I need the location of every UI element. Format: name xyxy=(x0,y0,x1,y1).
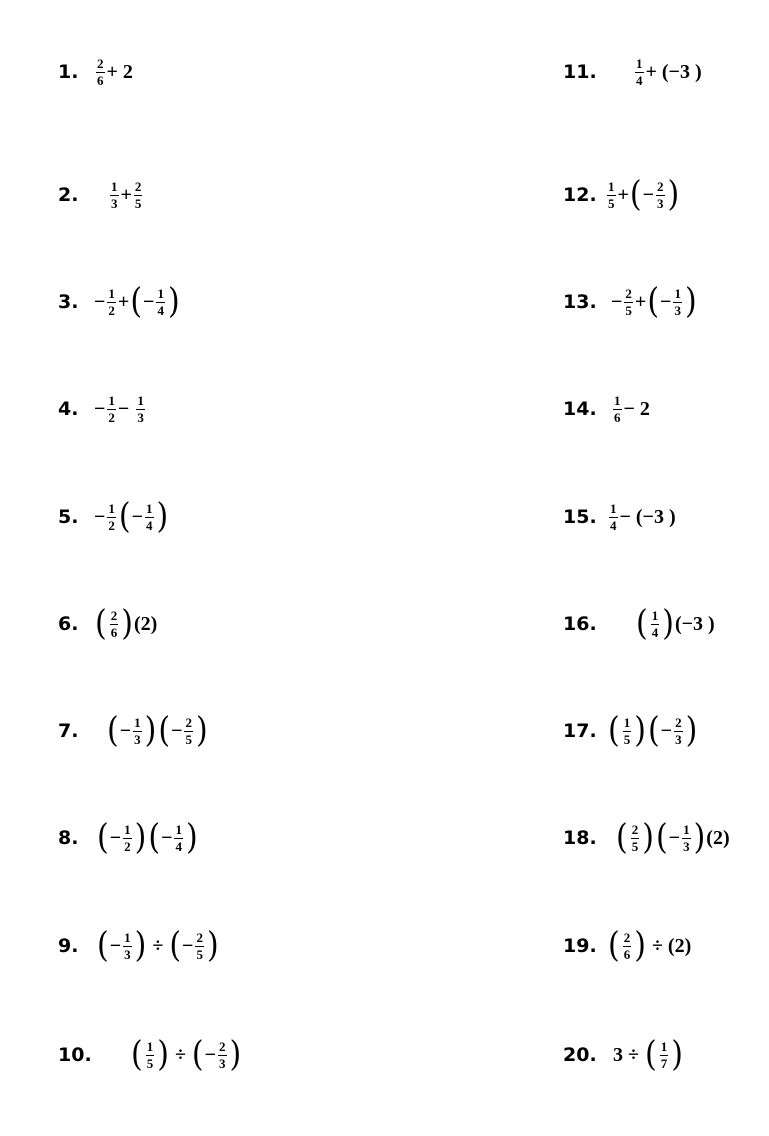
parenthesis: ) xyxy=(671,1034,683,1075)
denominator: 4 xyxy=(146,517,153,533)
fraction xyxy=(96,57,105,88)
operator-text: − 2 xyxy=(623,397,650,420)
denominator: 3 xyxy=(134,731,141,747)
fraction xyxy=(134,180,143,211)
denominator: 6 xyxy=(110,624,118,640)
parenthesis: ) xyxy=(693,817,706,858)
numerator: 2 xyxy=(625,285,632,301)
problem-number: 7. xyxy=(58,720,79,742)
problem-number: 10. xyxy=(58,1044,92,1066)
operator-text: − xyxy=(660,290,672,313)
problem-number: 14. xyxy=(563,398,597,420)
problem-19 xyxy=(563,925,692,966)
operator-text: + 2 xyxy=(106,60,133,83)
problem-expression xyxy=(605,174,680,215)
problem-number: 20. xyxy=(563,1044,597,1066)
operator-text: − xyxy=(143,290,155,313)
fraction xyxy=(110,180,119,211)
denominator: 3 xyxy=(111,195,118,211)
problem-expression xyxy=(635,603,715,644)
problem-expression xyxy=(96,925,220,966)
problem-number: 6. xyxy=(58,613,79,635)
problem-20 xyxy=(563,1034,684,1075)
numerator: 1 xyxy=(124,929,131,945)
parenthesis: ) xyxy=(229,1034,242,1075)
denominator: 6 xyxy=(623,946,631,962)
denominator: 5 xyxy=(625,302,632,318)
fraction xyxy=(184,716,193,747)
parenthesis: ( xyxy=(118,496,131,537)
denominator: 3 xyxy=(124,946,131,962)
numerator: 1 xyxy=(608,178,615,194)
fraction xyxy=(623,931,632,962)
parenthesis: ) xyxy=(634,925,646,966)
problem-expression xyxy=(106,710,209,751)
fraction xyxy=(145,502,154,533)
problem-expression xyxy=(96,817,199,858)
parenthesis: ( xyxy=(148,817,161,858)
operator-text: − xyxy=(611,290,623,313)
operator-text: − xyxy=(119,719,132,742)
problem-number: 15. xyxy=(563,506,597,528)
operator-text: − xyxy=(668,826,681,849)
problem-3 xyxy=(58,281,181,322)
numerator: 2 xyxy=(675,714,682,730)
fraction xyxy=(133,716,142,747)
numerator: 2 xyxy=(631,821,639,837)
problem-number: 4. xyxy=(58,398,79,420)
problem-expression xyxy=(615,817,730,858)
numerator: 1 xyxy=(108,500,115,516)
problem-expression xyxy=(607,925,692,966)
parenthesis: ( xyxy=(158,710,171,751)
denominator: 4 xyxy=(175,838,182,854)
problem-10 xyxy=(58,1034,242,1075)
parenthesis: ) xyxy=(662,603,674,644)
fraction xyxy=(156,287,165,318)
operator-text: − xyxy=(94,290,106,313)
fraction xyxy=(660,1040,669,1071)
parenthesis: ) xyxy=(121,603,133,644)
denominator: 4 xyxy=(157,302,164,318)
operator-text: − xyxy=(161,826,173,849)
parenthesis: ) xyxy=(157,1034,169,1075)
parenthesis: ( xyxy=(97,817,109,858)
fraction xyxy=(607,180,616,211)
problem-13 xyxy=(563,281,698,322)
parenthesis: ) xyxy=(134,925,147,966)
numerator: 1 xyxy=(674,285,681,301)
parenthesis: ( xyxy=(169,925,182,966)
problem-1 xyxy=(58,54,133,90)
operator-text: (2) xyxy=(706,826,730,849)
problem-15 xyxy=(563,499,676,535)
parenthesis: ) xyxy=(134,817,147,858)
numerator: 1 xyxy=(651,607,659,623)
parenthesis: ) xyxy=(185,817,198,858)
denominator: 2 xyxy=(124,838,131,854)
denominator: 2 xyxy=(108,409,115,425)
operator-text: − xyxy=(94,505,106,528)
problem-number: 12. xyxy=(563,184,597,206)
problem-number: 11. xyxy=(563,61,597,83)
problem-17 xyxy=(563,710,698,751)
problem-11 xyxy=(563,54,702,90)
parenthesis: ( xyxy=(95,603,107,644)
problem-expression xyxy=(611,394,650,425)
denominator: 4 xyxy=(651,624,659,640)
numerator: 1 xyxy=(111,178,118,194)
fraction xyxy=(146,1040,155,1071)
parenthesis: ( xyxy=(131,1034,143,1075)
problem-expression xyxy=(633,57,702,88)
operator-text: − xyxy=(117,397,135,420)
denominator: 5 xyxy=(134,195,142,211)
numerator: 2 xyxy=(97,55,104,71)
parenthesis: ( xyxy=(644,1034,657,1075)
operator-text: − xyxy=(642,183,655,206)
numerator: 1 xyxy=(124,821,131,837)
problem-expression xyxy=(94,281,181,322)
fraction xyxy=(136,394,145,425)
fraction xyxy=(624,287,633,318)
problem-number: 13. xyxy=(563,291,597,313)
fraction xyxy=(635,57,644,88)
problem-number: 16. xyxy=(563,613,597,635)
operator-text: 3 ÷ xyxy=(613,1043,644,1066)
denominator: 3 xyxy=(675,731,682,747)
problem-18 xyxy=(563,817,730,858)
numerator: 1 xyxy=(623,714,631,730)
problem-14 xyxy=(563,391,650,427)
parenthesis: ( xyxy=(608,710,620,751)
problem-number: 1. xyxy=(58,61,79,83)
parenthesis: ) xyxy=(634,710,646,751)
numerator: 2 xyxy=(657,178,664,194)
numerator: 2 xyxy=(623,929,631,945)
problem-expression xyxy=(94,394,147,425)
problem-expression xyxy=(130,1034,242,1075)
numerator: 1 xyxy=(610,500,617,516)
problem-number: 8. xyxy=(58,827,79,849)
operator-text: − xyxy=(94,397,106,420)
problem-number: 19. xyxy=(563,935,597,957)
numerator: 1 xyxy=(146,1038,154,1054)
operator-text: + xyxy=(634,290,647,313)
parenthesis: ) xyxy=(685,710,698,751)
denominator: 5 xyxy=(185,731,192,747)
parenthesis: ) xyxy=(167,281,180,322)
operator-text: − xyxy=(171,719,183,742)
fraction xyxy=(674,716,683,747)
denominator: 3 xyxy=(137,409,144,425)
denominator: 4 xyxy=(610,517,617,533)
fraction xyxy=(682,823,691,854)
denominator: 5 xyxy=(196,946,203,962)
problem-5 xyxy=(58,496,169,537)
fraction xyxy=(107,502,116,533)
denominator: 6 xyxy=(614,409,621,425)
operator-text: ÷ xyxy=(147,934,169,957)
fraction xyxy=(107,394,116,425)
operator-text: − xyxy=(109,826,122,849)
numerator: 1 xyxy=(660,1038,668,1054)
numerator: 1 xyxy=(146,500,153,516)
parenthesis: ( xyxy=(629,174,642,215)
operator-text: − (−3 ) xyxy=(619,505,676,528)
denominator: 5 xyxy=(146,1055,154,1071)
parenthesis: ( xyxy=(655,817,668,858)
problem-expression xyxy=(94,603,158,644)
operator-text: − xyxy=(109,934,122,957)
denominator: 3 xyxy=(683,838,690,854)
parenthesis: ) xyxy=(144,710,157,751)
numerator: 1 xyxy=(157,285,164,301)
denominator: 2 xyxy=(108,302,115,318)
problem-number: 18. xyxy=(563,827,597,849)
fraction xyxy=(123,823,132,854)
numerator: 1 xyxy=(636,55,643,71)
fraction xyxy=(651,609,660,640)
problem-expression xyxy=(607,710,698,751)
problem-number: 3. xyxy=(58,291,79,313)
parenthesis: ( xyxy=(97,925,109,966)
problem-expression xyxy=(607,502,676,533)
problem-number: 2. xyxy=(58,184,79,206)
operator-text: (2) xyxy=(133,612,158,635)
parenthesis: ( xyxy=(107,710,119,751)
parenthesis: ) xyxy=(642,817,654,858)
problem-2 xyxy=(58,177,144,213)
problem-9 xyxy=(58,925,220,966)
parenthesis: ) xyxy=(667,174,680,215)
parenthesis: ) xyxy=(206,925,219,966)
numerator: 2 xyxy=(219,1038,226,1054)
denominator: 7 xyxy=(660,1055,668,1071)
parenthesis: ( xyxy=(608,925,620,966)
fraction xyxy=(609,502,618,533)
operator-text: ÷ xyxy=(169,1043,191,1066)
denominator: 3 xyxy=(657,195,664,211)
fraction xyxy=(110,609,119,640)
fraction xyxy=(123,931,132,962)
fraction xyxy=(174,823,183,854)
denominator: 6 xyxy=(97,72,104,88)
numerator: 1 xyxy=(614,392,621,408)
problem-expression xyxy=(94,496,169,537)
fraction xyxy=(195,931,204,962)
numerator: 2 xyxy=(196,929,203,945)
operator-text: − xyxy=(660,719,673,742)
parenthesis: ) xyxy=(195,710,208,751)
numerator: 2 xyxy=(110,607,118,623)
operator-text: ÷ (2) xyxy=(646,934,692,957)
problem-number: 9. xyxy=(58,935,79,957)
problem-expression xyxy=(94,57,133,88)
problem-expression xyxy=(108,180,144,211)
problem-number: 5. xyxy=(58,506,79,528)
fraction xyxy=(673,287,682,318)
fraction xyxy=(613,394,622,425)
numerator: 1 xyxy=(683,821,690,837)
operator-text: − xyxy=(131,505,144,528)
numerator: 1 xyxy=(175,821,182,837)
problem-12 xyxy=(563,174,680,215)
numerator: 2 xyxy=(185,714,192,730)
denominator: 4 xyxy=(636,72,643,88)
parenthesis: ( xyxy=(647,281,660,322)
operator-text: + (−3 ) xyxy=(645,60,702,83)
problem-number: 17. xyxy=(563,720,597,742)
parenthesis: ( xyxy=(130,281,143,322)
numerator: 1 xyxy=(137,392,144,408)
parenthesis: ( xyxy=(191,1034,204,1075)
operator-text: + xyxy=(117,290,130,313)
problem-16 xyxy=(563,603,715,644)
problem-8 xyxy=(58,817,199,858)
parenthesis: ( xyxy=(647,710,660,751)
operator-text: − xyxy=(204,1043,217,1066)
fraction xyxy=(107,287,116,318)
problem-expression xyxy=(611,281,698,322)
denominator: 5 xyxy=(631,838,639,854)
parenthesis: ( xyxy=(616,817,628,858)
denominator: 5 xyxy=(623,731,631,747)
numerator: 2 xyxy=(134,178,142,194)
parenthesis: ) xyxy=(684,281,697,322)
problem-expression xyxy=(613,1034,684,1075)
parenthesis: ) xyxy=(156,496,169,537)
denominator: 5 xyxy=(608,195,615,211)
parenthesis: ( xyxy=(636,603,648,644)
operator-text: (−3 ) xyxy=(674,612,715,635)
denominator: 3 xyxy=(674,302,681,318)
denominator: 2 xyxy=(108,517,115,533)
problem-6 xyxy=(58,603,158,644)
problem-4 xyxy=(58,391,147,427)
operator-text: + xyxy=(120,183,132,206)
fraction xyxy=(623,716,632,747)
denominator: 3 xyxy=(219,1055,226,1071)
fraction xyxy=(656,180,665,211)
fraction xyxy=(631,823,640,854)
problem-7 xyxy=(58,710,209,751)
numerator: 1 xyxy=(108,392,115,408)
numerator: 1 xyxy=(108,285,115,301)
operator-text: − xyxy=(182,934,194,957)
operator-text: + xyxy=(617,183,629,206)
numerator: 1 xyxy=(134,714,141,730)
fraction xyxy=(218,1040,227,1071)
